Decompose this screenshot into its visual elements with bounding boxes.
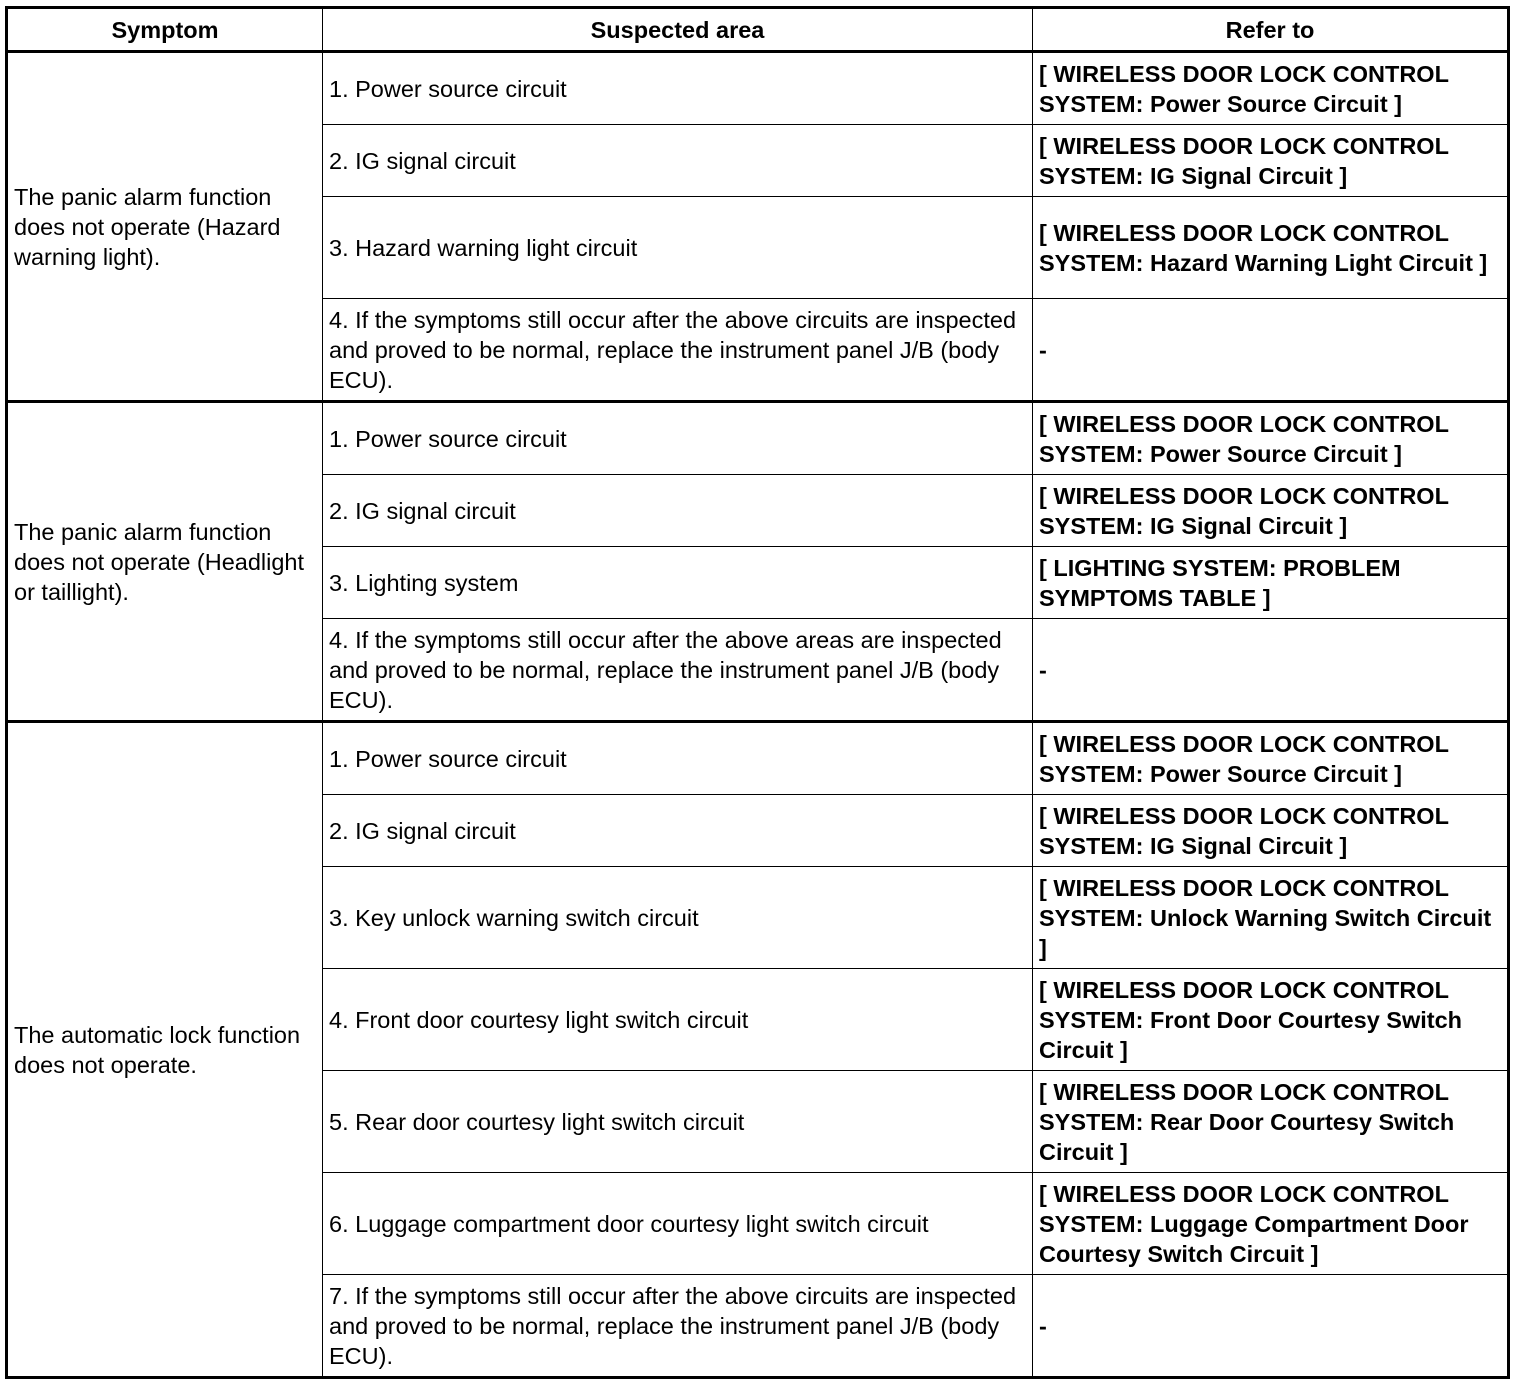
refer-to-link[interactable]: [ WIRELESS DOOR LOCK CONTROL SYSTEM: Power Source Circuit ] — [1033, 52, 1509, 125]
suspected-area-cell: 3. Key unlock warning switch circuit — [323, 867, 1033, 969]
suspected-area-cell: 2. IG signal circuit — [323, 475, 1033, 547]
refer-to-link[interactable]: [ WIRELESS DOOR LOCK CONTROL SYSTEM: IG Signal Circuit ] — [1033, 125, 1509, 197]
refer-to-link[interactable]: [ WIRELESS DOOR LOCK CONTROL SYSTEM: Hazard Warning Light Circuit ] — [1033, 197, 1509, 299]
header-suspected-area: Suspected area — [323, 8, 1033, 52]
symptom-cell: The panic alarm function does not operate (Headlight or taillight). — [7, 402, 323, 722]
table-row — [7, 52, 1509, 125]
refer-to-link[interactable]: [ WIRELESS DOOR LOCK CONTROL SYSTEM: Unlock Warning Switch Circuit ] — [1033, 867, 1509, 969]
refer-to-link[interactable]: [ WIRELESS DOOR LOCK CONTROL SYSTEM: Power Source Circuit ] — [1033, 722, 1509, 795]
suspected-area-cell: 4. If the symptoms still occur after the above circuits are inspected and proved to be normal, replace the instrument panel J/B (body ECU). — [323, 299, 1033, 402]
suspected-area-cell: 6. Luggage compartment door courtesy light switch circuit — [323, 1173, 1033, 1275]
suspected-area-cell: 1. Power source circuit — [323, 402, 1033, 475]
refer-to-link[interactable]: [ WIRELESS DOOR LOCK CONTROL SYSTEM: IG Signal Circuit ] — [1033, 475, 1509, 547]
table-row — [7, 402, 1509, 475]
refer-to-cell: - — [1033, 299, 1509, 402]
suspected-area-cell: 2. IG signal circuit — [323, 125, 1033, 197]
symptom-cell: The panic alarm function does not operate (Hazard warning light). — [7, 52, 323, 402]
suspected-area-cell: 4. Front door courtesy light switch circuit — [323, 969, 1033, 1071]
suspected-area-cell: 3. Lighting system — [323, 547, 1033, 619]
problem-symptoms-table — [5, 6, 1510, 1379]
refer-to-link[interactable]: [ LIGHTING SYSTEM: PROBLEM SYMPTOMS TABLE ] — [1033, 547, 1509, 619]
refer-to-link[interactable]: [ WIRELESS DOOR LOCK CONTROL SYSTEM: Front Door Courtesy Switch Circuit ] — [1033, 969, 1509, 1071]
header-symptom: Symptom — [7, 8, 323, 52]
header-refer-to: Refer to — [1033, 8, 1509, 52]
suspected-area-cell: 4. If the symptoms still occur after the above areas are inspected and proved to be normal, replace the instrument panel J/B (body ECU). — [323, 619, 1033, 722]
suspected-area-cell: 7. If the symptoms still occur after the above circuits are inspected and proved to be normal, replace the instrument panel J/B (body ECU). — [323, 1275, 1033, 1378]
refer-to-link[interactable]: [ WIRELESS DOOR LOCK CONTROL SYSTEM: IG Signal Circuit ] — [1033, 795, 1509, 867]
suspected-area-cell: 1. Power source circuit — [323, 52, 1033, 125]
refer-to-link[interactable]: [ WIRELESS DOOR LOCK CONTROL SYSTEM: Rear Door Courtesy Switch Circuit ] — [1033, 1071, 1509, 1173]
refer-to-link[interactable]: [ WIRELESS DOOR LOCK CONTROL SYSTEM: Power Source Circuit ] — [1033, 402, 1509, 475]
refer-to-link[interactable]: [ WIRELESS DOOR LOCK CONTROL SYSTEM: Luggage Compartment Door Courtesy Switch Circuit ] — [1033, 1173, 1509, 1275]
suspected-area-cell: 3. Hazard warning light circuit — [323, 197, 1033, 299]
suspected-area-cell: 1. Power source circuit — [323, 722, 1033, 795]
suspected-area-cell: 5. Rear door courtesy light switch circuit — [323, 1071, 1033, 1173]
suspected-area-cell: 2. IG signal circuit — [323, 795, 1033, 867]
symptom-cell: The automatic lock function does not operate. — [7, 722, 323, 1378]
refer-to-cell: - — [1033, 619, 1509, 722]
table-row — [7, 722, 1509, 795]
table-header-row — [7, 8, 1509, 52]
refer-to-cell: - — [1033, 1275, 1509, 1378]
